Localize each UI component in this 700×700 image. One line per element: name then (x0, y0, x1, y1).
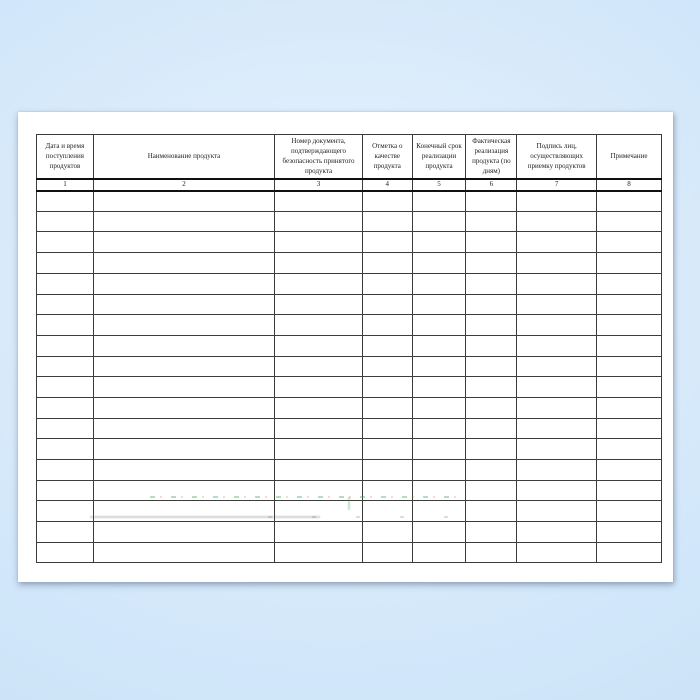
empty-cell (362, 294, 412, 315)
empty-cell (466, 522, 517, 543)
empty-cell (93, 439, 274, 460)
empty-cell (517, 542, 597, 563)
empty-cell (362, 522, 412, 543)
table-row (37, 315, 662, 336)
empty-cell (466, 211, 517, 232)
empty-cell (93, 522, 274, 543)
empty-cell (597, 253, 662, 274)
empty-cell (466, 439, 517, 460)
column-header-note: Примечание (597, 135, 662, 179)
empty-cell (412, 335, 466, 356)
empty-cell (466, 542, 517, 563)
empty-cell (93, 211, 274, 232)
empty-cell (517, 294, 597, 315)
empty-cell (93, 501, 274, 522)
empty-cell (412, 253, 466, 274)
column-header-safety-document: Номер документа, подтверждающего безопасность принятого продукта (275, 135, 363, 179)
column-header-quality-mark: Отметка о качестве продукта (362, 135, 412, 179)
column-number-row (37, 179, 662, 191)
table-row (37, 397, 662, 418)
column-header-date-time: Дата и время поступления продуктов (37, 135, 94, 179)
empty-cell (37, 397, 94, 418)
empty-cell (93, 335, 274, 356)
empty-cell (597, 542, 662, 563)
empty-cell (466, 480, 517, 501)
empty-cell (362, 397, 412, 418)
empty-cell (597, 232, 662, 253)
column-number: 2 (93, 179, 274, 191)
empty-cell (362, 377, 412, 398)
empty-cell (466, 356, 517, 377)
empty-cell (517, 335, 597, 356)
empty-cell (362, 211, 412, 232)
empty-cell (466, 501, 517, 522)
table-row (37, 211, 662, 232)
watermark (150, 496, 462, 498)
empty-cell (362, 232, 412, 253)
empty-cell (466, 294, 517, 315)
watermark (90, 516, 320, 518)
empty-cell (37, 294, 94, 315)
empty-cell (93, 397, 274, 418)
empty-cell (597, 335, 662, 356)
empty-cell (93, 356, 274, 377)
empty-cell (517, 191, 597, 212)
empty-cell (362, 191, 412, 212)
empty-cell (362, 335, 412, 356)
empty-cell (597, 191, 662, 212)
empty-cell (517, 315, 597, 336)
column-number: 6 (466, 179, 517, 191)
empty-cell (275, 315, 363, 336)
table-row (37, 356, 662, 377)
empty-cell (275, 397, 363, 418)
empty-cell (37, 480, 94, 501)
empty-cell (412, 315, 466, 336)
empty-cell (362, 542, 412, 563)
empty-cell (275, 191, 363, 212)
empty-cell (362, 460, 412, 481)
empty-cell (93, 191, 274, 212)
empty-cell (517, 377, 597, 398)
empty-cell (466, 253, 517, 274)
empty-cell (93, 418, 274, 439)
column-number: 7 (517, 179, 597, 191)
empty-cell (597, 522, 662, 543)
column-number: 1 (37, 179, 94, 191)
empty-cell (466, 273, 517, 294)
empty-cell (517, 439, 597, 460)
empty-cell (597, 397, 662, 418)
empty-cell (412, 439, 466, 460)
empty-cell (517, 273, 597, 294)
empty-cell (412, 273, 466, 294)
column-header-signature: Подпись лиц, осуществляющих приемку продуктов (517, 135, 597, 179)
column-number: 8 (597, 179, 662, 191)
empty-cell (412, 418, 466, 439)
watermark (348, 497, 350, 510)
document-page (18, 112, 673, 582)
empty-cell (412, 501, 466, 522)
empty-cell (275, 253, 363, 274)
empty-cell (37, 501, 94, 522)
empty-cell (93, 253, 274, 274)
column-header-sale-deadline: Конечный срок реализации продукта (412, 135, 466, 179)
empty-cell (597, 501, 662, 522)
empty-cell (93, 460, 274, 481)
empty-cell (597, 439, 662, 460)
empty-cell (466, 377, 517, 398)
empty-cell (93, 232, 274, 253)
empty-cell (597, 460, 662, 481)
empty-cell (362, 273, 412, 294)
empty-cell (37, 418, 94, 439)
table-row (37, 418, 662, 439)
empty-cell (275, 542, 363, 563)
empty-cell (37, 211, 94, 232)
column-header-actual-sale: Фактическая реализация продукта (по дням) (466, 135, 517, 179)
empty-cell (517, 418, 597, 439)
table-row (37, 542, 662, 563)
empty-cell (597, 480, 662, 501)
empty-cell (37, 542, 94, 563)
empty-cell (597, 273, 662, 294)
empty-cell (362, 315, 412, 336)
table-row (37, 294, 662, 315)
table-row (37, 377, 662, 398)
empty-cell (37, 273, 94, 294)
empty-cell (275, 232, 363, 253)
empty-cell (362, 418, 412, 439)
empty-cell (37, 335, 94, 356)
empty-cell (37, 315, 94, 336)
empty-cell (517, 253, 597, 274)
empty-cell (597, 211, 662, 232)
empty-cell (412, 542, 466, 563)
empty-cell (412, 356, 466, 377)
column-header-product-name: Наименование продукта (93, 135, 274, 179)
empty-cell (517, 501, 597, 522)
table-row (37, 335, 662, 356)
empty-cell (275, 211, 363, 232)
empty-cell (412, 377, 466, 398)
table-row (37, 253, 662, 274)
empty-cell (466, 232, 517, 253)
table-row (37, 232, 662, 253)
table-row (37, 522, 662, 543)
empty-cell (597, 418, 662, 439)
empty-cell (93, 315, 274, 336)
empty-cell (275, 460, 363, 481)
table-row (37, 273, 662, 294)
empty-cell (93, 377, 274, 398)
empty-cell (517, 480, 597, 501)
empty-cell (466, 418, 517, 439)
table-row (37, 460, 662, 481)
column-number: 4 (362, 179, 412, 191)
empty-cell (412, 460, 466, 481)
table-row (37, 439, 662, 460)
empty-cell (597, 294, 662, 315)
empty-cell (93, 294, 274, 315)
empty-cell (37, 191, 94, 212)
empty-cell (275, 418, 363, 439)
empty-cell (275, 294, 363, 315)
empty-cell (37, 522, 94, 543)
empty-cell (362, 253, 412, 274)
empty-cell (466, 397, 517, 418)
empty-cell (37, 377, 94, 398)
column-number: 3 (275, 179, 363, 191)
empty-cell (275, 439, 363, 460)
empty-cell (275, 273, 363, 294)
empty-cell (37, 356, 94, 377)
empty-cell (597, 377, 662, 398)
empty-cell (517, 397, 597, 418)
empty-cell (37, 232, 94, 253)
empty-cell (412, 522, 466, 543)
empty-cell (93, 273, 274, 294)
empty-cell (37, 253, 94, 274)
empty-cell (517, 356, 597, 377)
column-number: 5 (412, 179, 466, 191)
empty-cell (466, 315, 517, 336)
table-row (37, 191, 662, 212)
empty-cell (597, 315, 662, 336)
empty-cell (93, 542, 274, 563)
empty-cell (362, 501, 412, 522)
empty-cell (412, 294, 466, 315)
empty-cell (466, 191, 517, 212)
empty-cell (597, 356, 662, 377)
empty-cell (517, 522, 597, 543)
empty-cell (275, 335, 363, 356)
empty-cell (362, 439, 412, 460)
empty-cell (517, 211, 597, 232)
empty-cell (37, 460, 94, 481)
empty-cell (466, 460, 517, 481)
empty-cell (517, 232, 597, 253)
empty-cell (412, 191, 466, 212)
empty-cell (37, 439, 94, 460)
empty-cell (362, 356, 412, 377)
empty-cell (275, 377, 363, 398)
empty-cell (412, 211, 466, 232)
empty-cell (466, 335, 517, 356)
empty-cell (275, 356, 363, 377)
empty-cell (517, 460, 597, 481)
empty-cell (412, 232, 466, 253)
empty-cell (412, 397, 466, 418)
empty-cell (275, 522, 363, 543)
header-row (37, 135, 662, 179)
